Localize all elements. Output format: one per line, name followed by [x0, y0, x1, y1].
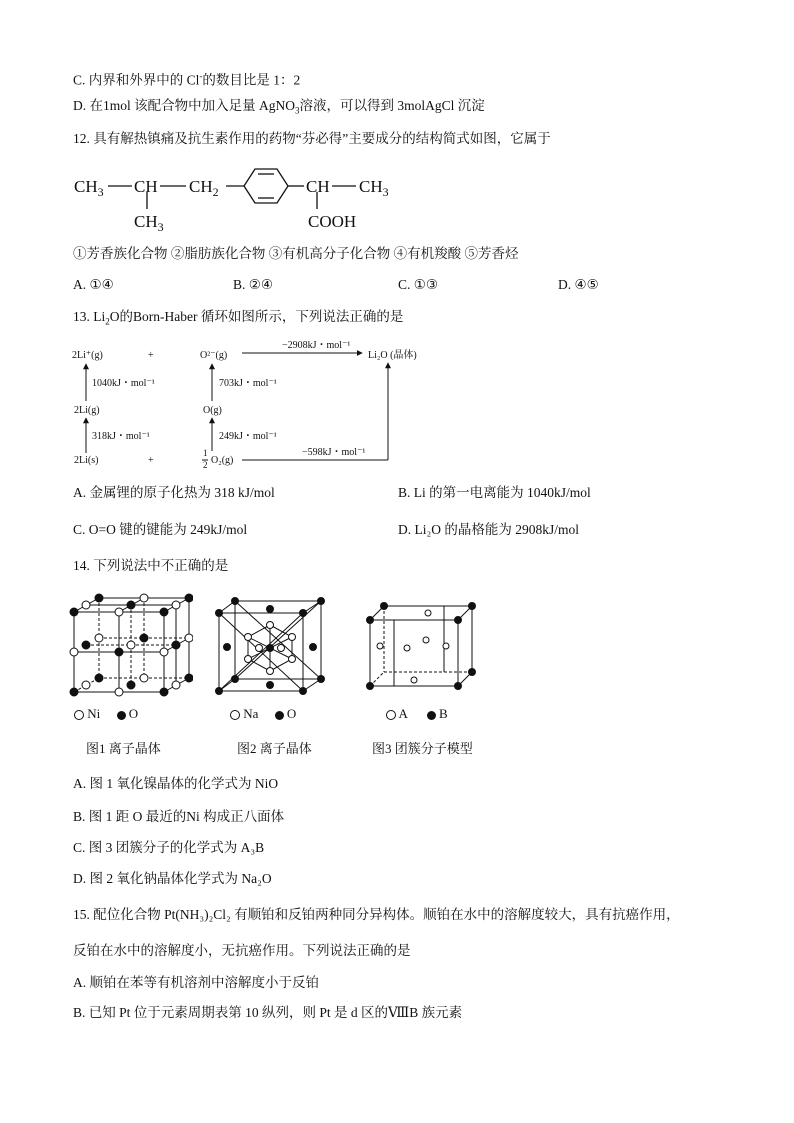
figure-3-caption: 图3 团簇分子模型: [372, 741, 473, 756]
figure-1-nio-crystal: [68, 590, 193, 705]
q15-stem-line2: 反铂在水中的溶解度小，无抗癌作用。下列说法正确的是: [73, 943, 411, 958]
svg-text:CH: CH: [134, 177, 158, 196]
q15-stem-line1: 15. 配位化合物 Pt(NH₃)₂Cl₂ 有顺铂和反铂两种同分异构体。顺铂在水中的溶解度较大，具有抗癌作用，: [73, 907, 680, 922]
svg-text:2Li(s): 2Li(s): [74, 455, 99, 466]
q15-option-a: A. 顺铂在苯等有机溶剂中溶解度小于反铂: [73, 975, 319, 990]
svg-text:O₂(g): O₂(g): [211, 455, 234, 466]
q13-option-a: A. 金属锂的原子化热为 318 kJ/mol: [73, 485, 275, 500]
svg-text:2Li⁺(g): 2Li⁺(g): [72, 350, 103, 361]
svg-text:Li₂O (晶体): Li₂O (晶体): [368, 350, 417, 361]
q13-option-d: D. Li₂O 的晶格能为 2908kJ/mol: [398, 522, 579, 537]
svg-text:O(g): O(g): [203, 405, 222, 416]
svg-text:+: +: [148, 350, 154, 361]
svg-text:+: +: [148, 455, 154, 466]
svg-text:CH3: $CH_3$: [74, 177, 104, 199]
svg-text:O²⁻(g): O²⁻(g): [200, 350, 228, 361]
figure-1-legend: Ni O: [74, 706, 138, 722]
svg-text:CH: CH: [306, 177, 330, 196]
svg-text:703kJ・mol⁻¹: 703kJ・mol⁻¹: [219, 378, 277, 389]
q11-option-c: C. 内界和外界中的 Cl-的数目比是 1：2: [73, 71, 301, 88]
born-haber-cycle: [70, 336, 470, 472]
figure-1-caption: 图1 离子晶体: [86, 741, 161, 756]
svg-text:CH2: $CH_2$: [189, 177, 219, 199]
q13-option-b: B. Li 的第一电离能为 1040kJ/mol: [398, 485, 591, 500]
svg-text:−2908kJ・mol⁻¹: −2908kJ・mol⁻¹: [282, 340, 351, 351]
svg-text:249kJ・mol⁻¹: 249kJ・mol⁻¹: [219, 431, 277, 442]
svg-text:2: 2: [203, 460, 208, 470]
q13-stem: 13. $Li_2O$的Born-Haber 循环如图所示，下列说法正确的是: [73, 309, 404, 327]
q14-option-a: A. 图 1 氧化镍晶体的化学式为 NiO: [73, 776, 279, 791]
svg-text:318kJ・mol⁻¹: 318kJ・mol⁻¹: [92, 431, 150, 442]
q14-stem: 14. 下列说法中不正确的是: [73, 558, 229, 573]
svg-text:COOH: COOH: [308, 212, 357, 231]
svg-text:−598kJ・mol⁻¹: −598kJ・mol⁻¹: [302, 447, 366, 458]
q12-option-d: D. ④⑤: [558, 277, 599, 292]
q14-option-b: B. 图 1 距 O 最近的Ni 构成正八面体: [73, 809, 285, 824]
figure-2-caption: 图2 离子晶体: [237, 741, 312, 756]
figure-3-legend: A B: [386, 706, 448, 722]
q12-option-b: B. ②④: [233, 277, 273, 292]
q14-option-c: C. 图 3 团簇分子的化学式为 A₃B: [73, 840, 265, 855]
figure-2-legend: Na O: [230, 706, 296, 722]
q12-option-c: C. ①③: [398, 277, 438, 292]
q12-option-a: A. ①④: [73, 277, 114, 292]
q15-option-b: B. 已知 Pt 位于元素周期表第 10 纵列，则 Pt 是 d 区的ⅧB 族元素: [73, 1005, 463, 1020]
q13-option-c: C. O=O 键的键能为 249kJ/mol: [73, 522, 248, 537]
q12-choices: ①芳香族化合物 ②脂肪族化合物 ③有机高分子化合物 ④有机羧酸 ⑤芳香烃: [73, 246, 519, 261]
ibuprofen-structure: [72, 165, 412, 235]
q11-option-d: D. 在1mol 该配合物中加入足量 AgNO$_3$溶液，可以得到 3molAgCl 沉淀: [73, 98, 485, 116]
svg-text:1040kJ・mol⁻¹: 1040kJ・mol⁻¹: [92, 378, 155, 389]
svg-text:CH3: $CH_3$: [134, 212, 164, 234]
svg-text:2Li(g): 2Li(g): [74, 405, 100, 416]
svg-text:1: 1: [203, 448, 208, 458]
q14-option-d: D. 图 2 氧化钠晶体化学式为 Na₂O: [73, 871, 272, 886]
q12-stem: 12. 具有解热镇痛及抗生素作用的药物“芬必得”主要成分的结构简式如图，它属于: [73, 131, 551, 146]
figure-3-cluster-model: [364, 600, 476, 692]
svg-text:CH3: $CH_3$: [359, 177, 389, 199]
figure-2-na2o-crystal: [213, 597, 328, 697]
